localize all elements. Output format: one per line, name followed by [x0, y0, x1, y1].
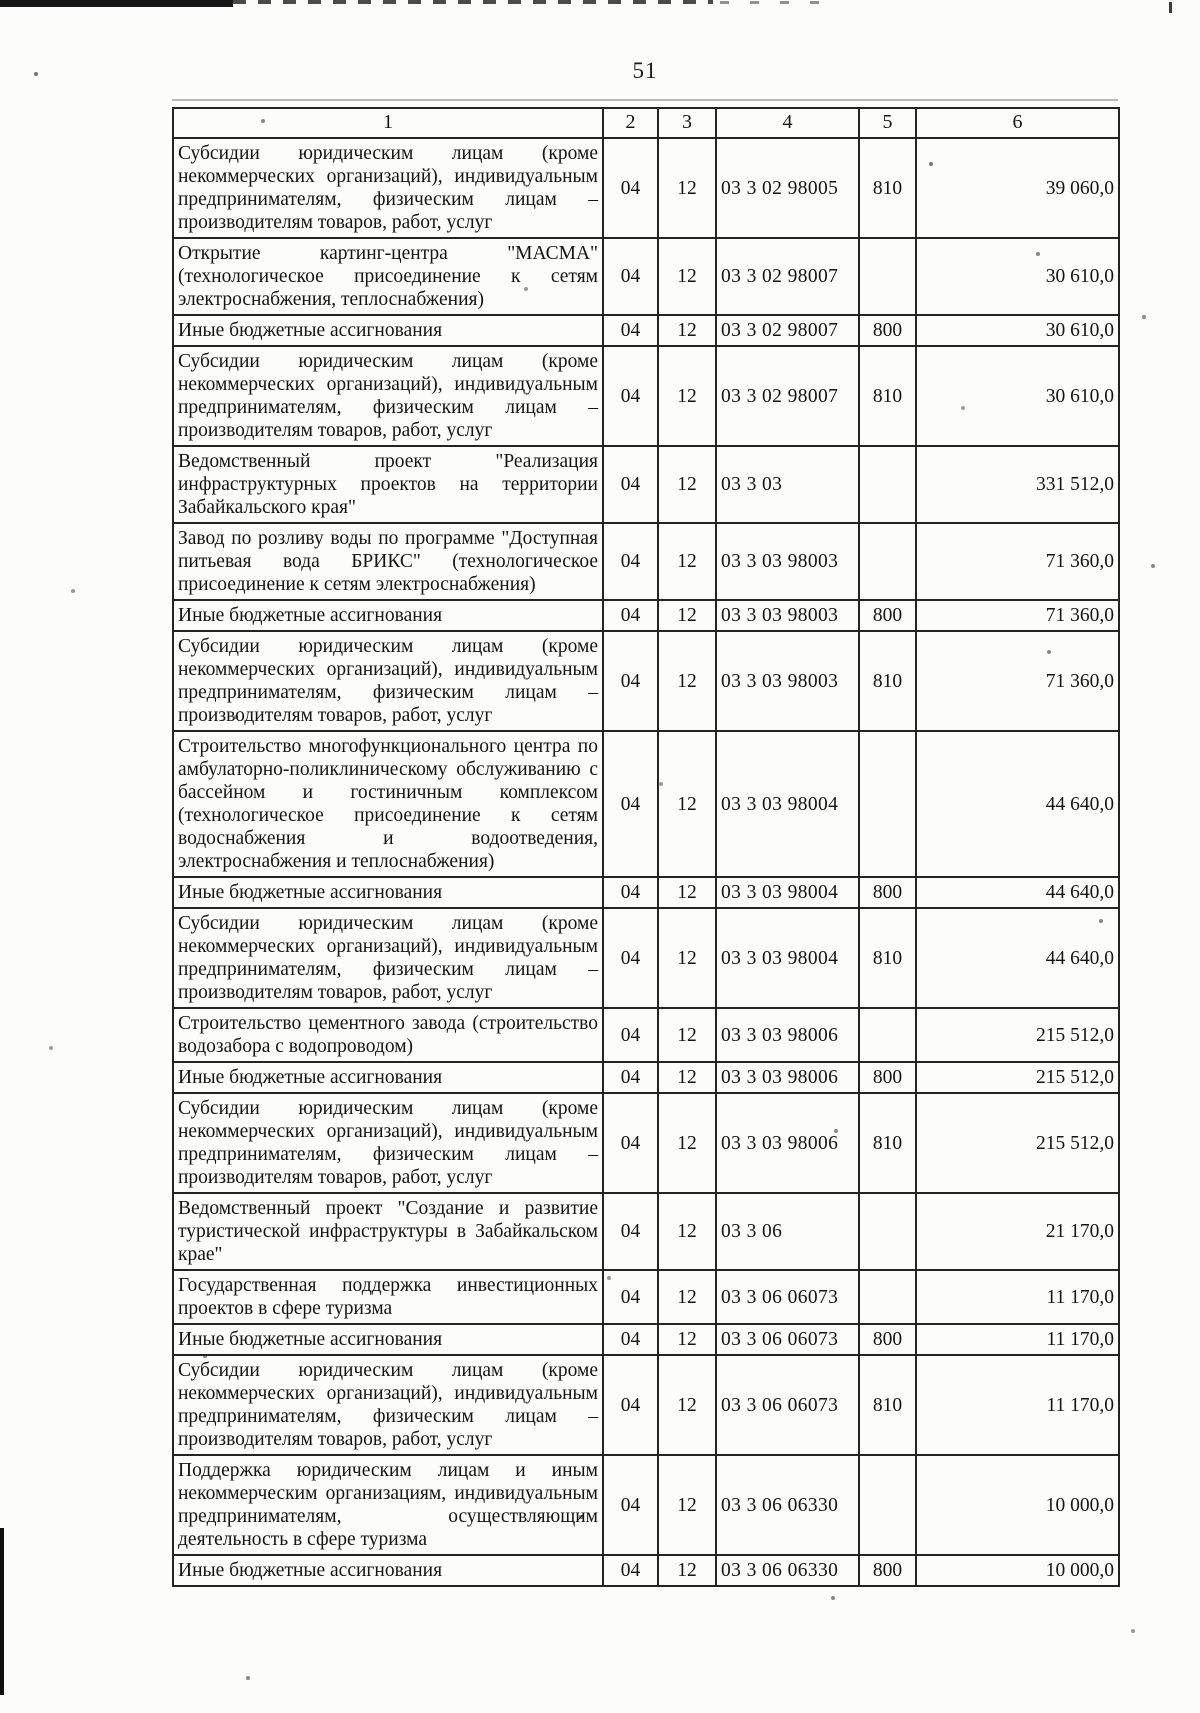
expense-name-cell: Иные бюджетные ассигнования	[173, 1555, 603, 1586]
table-row	[173, 1193, 1119, 1270]
podrazdel-cell: 12	[658, 523, 716, 600]
target-article-cell: 03 3 06 06073	[716, 1355, 859, 1455]
column-header: 2	[603, 108, 658, 138]
expense-type-cell: 810	[859, 908, 916, 1008]
podrazdel-cell: 12	[658, 1455, 716, 1555]
expense-name-cell: Субсидии юридическим лицам (кроме некоммерческих организаций), индивидуальным предпринимателям, физическим лицам – производителям товаров, работ, услуг	[173, 1355, 603, 1455]
expense-type-cell: 800	[859, 877, 916, 908]
page-number: 51	[632, 58, 658, 83]
target-article-cell: 03 3 03 98006	[716, 1093, 859, 1193]
razdel-cell: 04	[603, 238, 658, 315]
column-header: 4	[716, 108, 859, 138]
table-row	[173, 1270, 1119, 1324]
razdel-cell: 04	[603, 1270, 658, 1324]
expense-name-cell: Субсидии юридическим лицам (кроме некоммерческих организаций), индивидуальным предпринимателям, физическим лицам – производителям товаров, работ, услуг	[173, 631, 603, 731]
razdel-cell: 04	[603, 1193, 658, 1270]
expense-name-cell: Иные бюджетные ассигнования	[173, 1062, 603, 1093]
podrazdel-cell: 12	[658, 1093, 716, 1193]
razdel-cell: 04	[603, 346, 658, 446]
target-article-cell: 03 3 02 98005	[716, 138, 859, 238]
target-article-cell: 03 3 06 06330	[716, 1455, 859, 1555]
expense-type-cell: 800	[859, 1324, 916, 1355]
table-header-row	[173, 108, 1119, 138]
expense-type-cell	[859, 523, 916, 600]
target-article-cell: 03 3 03 98004	[716, 877, 859, 908]
amount-cell: 11 170,0	[916, 1324, 1119, 1355]
expense-type-cell: 810	[859, 1355, 916, 1455]
table-row	[173, 908, 1119, 1008]
table-row	[173, 731, 1119, 877]
podrazdel-cell: 12	[658, 1324, 716, 1355]
target-article-cell: 03 3 02 98007	[716, 315, 859, 346]
razdel-cell: 04	[603, 138, 658, 238]
expense-name-cell: Строительство цементного завода (строительство водозабора с водопроводом)	[173, 1008, 603, 1062]
expense-name-cell: Государственная поддержка инвестиционных проектов в сфере туризма	[173, 1270, 603, 1324]
amount-cell: 11 170,0	[916, 1270, 1119, 1324]
table-row	[173, 138, 1119, 238]
target-article-cell: 03 3 03	[716, 446, 859, 523]
amount-cell: 11 170,0	[916, 1355, 1119, 1455]
amount-cell: 71 360,0	[916, 631, 1119, 731]
expense-name-cell: Иные бюджетные ассигнования	[173, 1324, 603, 1355]
target-article-cell: 03 3 02 98007	[716, 238, 859, 315]
podrazdel-cell: 12	[658, 908, 716, 1008]
column-header: 1	[173, 108, 603, 138]
expense-name-cell: Субсидии юридическим лицам (кроме некоммерческих организаций), индивидуальным предпринимателям, физическим лицам – производителям товаров, работ, услуг	[173, 1093, 603, 1193]
expense-type-cell: 800	[859, 1062, 916, 1093]
podrazdel-cell: 12	[658, 1008, 716, 1062]
target-article-cell: 03 3 03 98004	[716, 908, 859, 1008]
podrazdel-cell: 12	[658, 446, 716, 523]
amount-cell: 215 512,0	[916, 1093, 1119, 1193]
target-article-cell: 03 3 03 98006	[716, 1062, 859, 1093]
razdel-cell: 04	[603, 600, 658, 631]
razdel-cell: 04	[603, 1062, 658, 1093]
podrazdel-cell: 12	[658, 600, 716, 631]
amount-cell: 215 512,0	[916, 1008, 1119, 1062]
amount-cell: 71 360,0	[916, 523, 1119, 600]
table-row	[173, 1093, 1119, 1193]
expense-type-cell	[859, 1455, 916, 1555]
table-row	[173, 600, 1119, 631]
expense-type-cell	[859, 1193, 916, 1270]
razdel-cell: 04	[603, 1555, 658, 1586]
razdel-cell: 04	[603, 1355, 658, 1455]
razdel-cell: 04	[603, 523, 658, 600]
column-header: 6	[916, 108, 1119, 138]
table-row	[173, 315, 1119, 346]
scan-artifact-ghost-line	[172, 99, 1118, 101]
amount-cell: 21 170,0	[916, 1193, 1119, 1270]
podrazdel-cell: 12	[658, 877, 716, 908]
expense-type-cell	[859, 1270, 916, 1324]
amount-cell: 10 000,0	[916, 1455, 1119, 1555]
razdel-cell: 04	[603, 731, 658, 877]
expense-name-cell: Поддержка юридическим лицам и иным некоммерческим организациям, индивидуальным предпринимателям, осуществляющим деятельность в сфере туризма	[173, 1455, 603, 1555]
column-header: 3	[658, 108, 716, 138]
expense-name-cell: Субсидии юридическим лицам (кроме некоммерческих организаций), индивидуальным предпринимателям, физическим лицам – производителям товаров, работ, услуг	[173, 346, 603, 446]
razdel-cell: 04	[603, 877, 658, 908]
expense-type-cell: 810	[859, 138, 916, 238]
podrazdel-cell: 12	[658, 731, 716, 877]
podrazdel-cell: 12	[658, 1062, 716, 1093]
expense-name-cell: Ведомственный проект "Реализация инфраструктурных проектов на территории Забайкальского края"	[173, 446, 603, 523]
expense-type-cell	[859, 238, 916, 315]
target-article-cell: 03 3 06 06330	[716, 1555, 859, 1586]
expense-name-cell: Субсидии юридическим лицам (кроме некоммерческих организаций), индивидуальным предпринимателям, физическим лицам – производителям товаров, работ, услуг	[173, 908, 603, 1008]
target-article-cell: 03 3 03 98003	[716, 600, 859, 631]
expense-name-cell: Открытие картинг-центра "МАСМА" (технологическое присоединение к сетям электроснабжения, теплоснабжения)	[173, 238, 603, 315]
razdel-cell: 04	[603, 1093, 658, 1193]
amount-cell: 30 610,0	[916, 238, 1119, 315]
table-row	[173, 1324, 1119, 1355]
target-article-cell: 03 3 03 98003	[716, 523, 859, 600]
target-article-cell: 03 3 03 98004	[716, 731, 859, 877]
table-row	[173, 346, 1119, 446]
razdel-cell: 04	[603, 446, 658, 523]
amount-cell: 215 512,0	[916, 1062, 1119, 1093]
table-row	[173, 446, 1119, 523]
amount-cell: 30 610,0	[916, 346, 1119, 446]
razdel-cell: 04	[603, 1008, 658, 1062]
amount-cell: 39 060,0	[916, 138, 1119, 238]
table-row	[173, 1555, 1119, 1586]
podrazdel-cell: 12	[658, 1555, 716, 1586]
scan-artifact-top-bar	[0, 0, 233, 7]
column-header: 5	[859, 108, 916, 138]
amount-cell: 44 640,0	[916, 908, 1119, 1008]
amount-cell: 331 512,0	[916, 446, 1119, 523]
razdel-cell: 04	[603, 315, 658, 346]
expense-type-cell: 800	[859, 1555, 916, 1586]
scan-artifact-dashes	[720, 1, 840, 4]
expense-type-cell	[859, 731, 916, 877]
target-article-cell: 03 3 02 98007	[716, 346, 859, 446]
razdel-cell: 04	[603, 631, 658, 731]
expense-name-cell: Ведомственный проект "Создание и развитие туристической инфраструктуры в Забайкальском крае"	[173, 1193, 603, 1270]
razdel-cell: 04	[603, 908, 658, 1008]
target-article-cell: 03 3 06	[716, 1193, 859, 1270]
podrazdel-cell: 12	[658, 138, 716, 238]
target-article-cell: 03 3 06 06073	[716, 1270, 859, 1324]
razdel-cell: 04	[603, 1324, 658, 1355]
expense-name-cell: Иные бюджетные ассигнования	[173, 877, 603, 908]
amount-cell: 30 610,0	[916, 315, 1119, 346]
target-article-cell: 03 3 03 98006	[716, 1008, 859, 1062]
podrazdel-cell: 12	[658, 1193, 716, 1270]
table-row	[173, 238, 1119, 315]
table-row	[173, 1008, 1119, 1062]
table-row	[173, 877, 1119, 908]
expense-type-cell	[859, 1008, 916, 1062]
podrazdel-cell: 12	[658, 1355, 716, 1455]
scan-noise-dots	[0, 0, 2, 2]
podrazdel-cell: 12	[658, 1270, 716, 1324]
scan-artifact-dashes	[233, 0, 713, 4]
expense-name-cell: Субсидии юридическим лицам (кроме некоммерческих организаций), индивидуальным предпринимателям, физическим лицам – производителям товаров, работ, услуг	[173, 138, 603, 238]
table-row	[173, 1355, 1119, 1455]
table-row	[173, 631, 1119, 731]
podrazdel-cell: 12	[658, 315, 716, 346]
target-article-cell: 03 3 06 06073	[716, 1324, 859, 1355]
table-row	[173, 1455, 1119, 1555]
amount-cell: 71 360,0	[916, 600, 1119, 631]
expense-name-cell: Иные бюджетные ассигнования	[173, 600, 603, 631]
amount-cell: 10 000,0	[916, 1555, 1119, 1586]
podrazdel-cell: 12	[658, 631, 716, 731]
table-row	[173, 523, 1119, 600]
scan-artifact-left-edge	[0, 1528, 4, 1695]
expense-name-cell: Строительство многофункционального центра по амбулаторно-поликлиническому обслуживанию с бассейном и гостиничным комплексом (технологическое присоединение к сетям водоснабжения и водоотведения, электроснабжения и теплоснабжения)	[173, 731, 603, 877]
expense-type-cell	[859, 446, 916, 523]
expense-name-cell: Завод по розливу воды по программе "Доступная питьевая вода БРИКС" (технологическое присоединение к сетям электроснабжения)	[173, 523, 603, 600]
amount-cell: 44 640,0	[916, 877, 1119, 908]
expense-type-cell: 810	[859, 631, 916, 731]
target-article-cell: 03 3 03 98003	[716, 631, 859, 731]
amount-cell: 44 640,0	[916, 731, 1119, 877]
expense-type-cell: 800	[859, 315, 916, 346]
expense-type-cell: 810	[859, 1093, 916, 1193]
budget-allocations-table	[172, 107, 1120, 1587]
podrazdel-cell: 12	[658, 238, 716, 315]
podrazdel-cell: 12	[658, 346, 716, 446]
table-row	[173, 1062, 1119, 1093]
expense-type-cell: 810	[859, 346, 916, 446]
scan-artifact-tick	[1169, 2, 1172, 13]
expense-type-cell: 800	[859, 600, 916, 631]
expense-name-cell: Иные бюджетные ассигнования	[173, 315, 603, 346]
razdel-cell: 04	[603, 1455, 658, 1555]
